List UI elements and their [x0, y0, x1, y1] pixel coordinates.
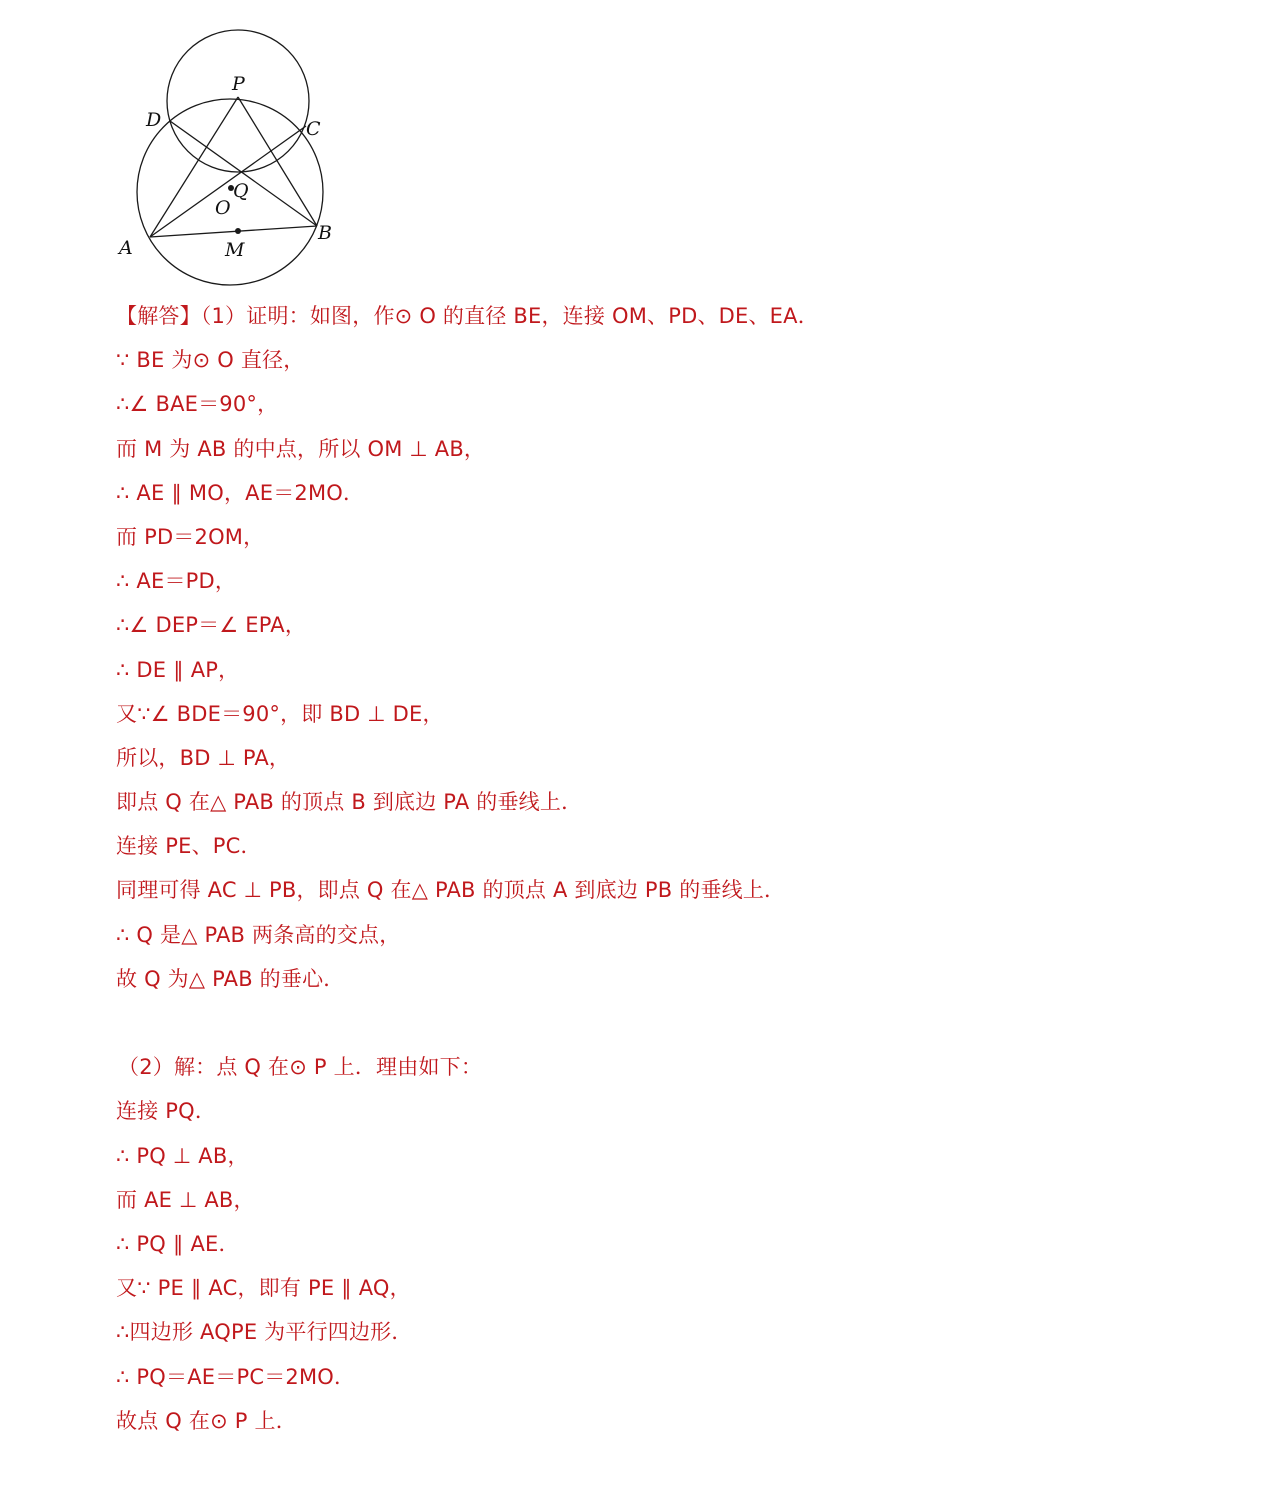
solution-line: 而 M 为 AB 的中点，所以 OM ⊥ AB， [116, 436, 486, 461]
solution-text [116, 296, 1216, 1445]
blank-line [116, 1003, 1216, 1047]
circle-p [167, 30, 309, 172]
solution-line: 同理可得 AC ⊥ PB，即点 Q 在△ PAB 的顶点 A 到底边 PB 的垂线上． [116, 878, 786, 903]
solution-line: 即点 Q 在△ PAB 的顶点 B 到底边 PA 的垂线上． [116, 790, 583, 815]
segment-ac [150, 126, 306, 237]
solution-line: ∴∠ DEP＝∠ EPA， [116, 613, 307, 638]
label-m: M [225, 239, 245, 261]
label-o: O [215, 197, 231, 219]
segment-bd [170, 121, 317, 226]
label-q: Q [233, 180, 249, 202]
solution-line: 故点 Q 在⊙ P 上． [116, 1408, 297, 1433]
solution-line: 而 PD＝2OM， [116, 524, 265, 549]
label-d: D [146, 109, 162, 131]
solution-line: 又∵∠ BDE＝90°，即 BD ⊥ DE， [116, 701, 444, 726]
solution-line: 所以，BD ⊥ PA， [116, 745, 291, 770]
geometry-figure [110, 22, 350, 292]
solution-line: ∵ BE 为⊙ O 直径， [116, 348, 305, 373]
label-p: P [232, 73, 245, 95]
segment-pb [238, 97, 317, 226]
label-b: B [318, 222, 332, 244]
segment-ab [150, 226, 317, 237]
solution-line: ∴ AE ∥ MO，AE＝2MO． [116, 480, 365, 505]
solution-line: 连接 PE、PC． [116, 834, 262, 859]
label-a: A [119, 237, 133, 259]
solution-line: ∴ AE＝PD， [116, 569, 237, 594]
solution-line: 而 AE ⊥ AB， [116, 1187, 255, 1212]
solution-line: ∴ PQ ⊥ AB， [116, 1143, 249, 1168]
solution-line: ∴四边形 AQPE 为平行四边形． [116, 1320, 413, 1345]
point-m [235, 228, 241, 234]
solution-line: ∴ PQ ∥ AE． [116, 1231, 240, 1256]
solution-line: 【解答】（1）证明：如图，作⊙ O 的直径 BE，连接 OM、PD、DE、EA． [116, 304, 819, 328]
solution-line: 又∵ PE ∥ AC，即有 PE ∥ AQ， [116, 1276, 411, 1301]
solution-line: ∴ DE ∥ AP， [116, 657, 240, 682]
solution-line: ∴∠ BAE＝90°， [116, 392, 279, 417]
solution-line: 连接 PQ． [116, 1099, 217, 1124]
solution-line: ∴ PQ＝AE＝PC＝2MO． [116, 1364, 356, 1389]
solution-line: （2）解：点 Q 在⊙ P 上．理由如下： [118, 1055, 483, 1080]
label-c: C [306, 118, 321, 140]
solution-line: 故 Q 为△ PAB 的垂心． [116, 966, 345, 991]
solution-line: ∴ Q 是△ PAB 两条高的交点， [116, 922, 401, 947]
